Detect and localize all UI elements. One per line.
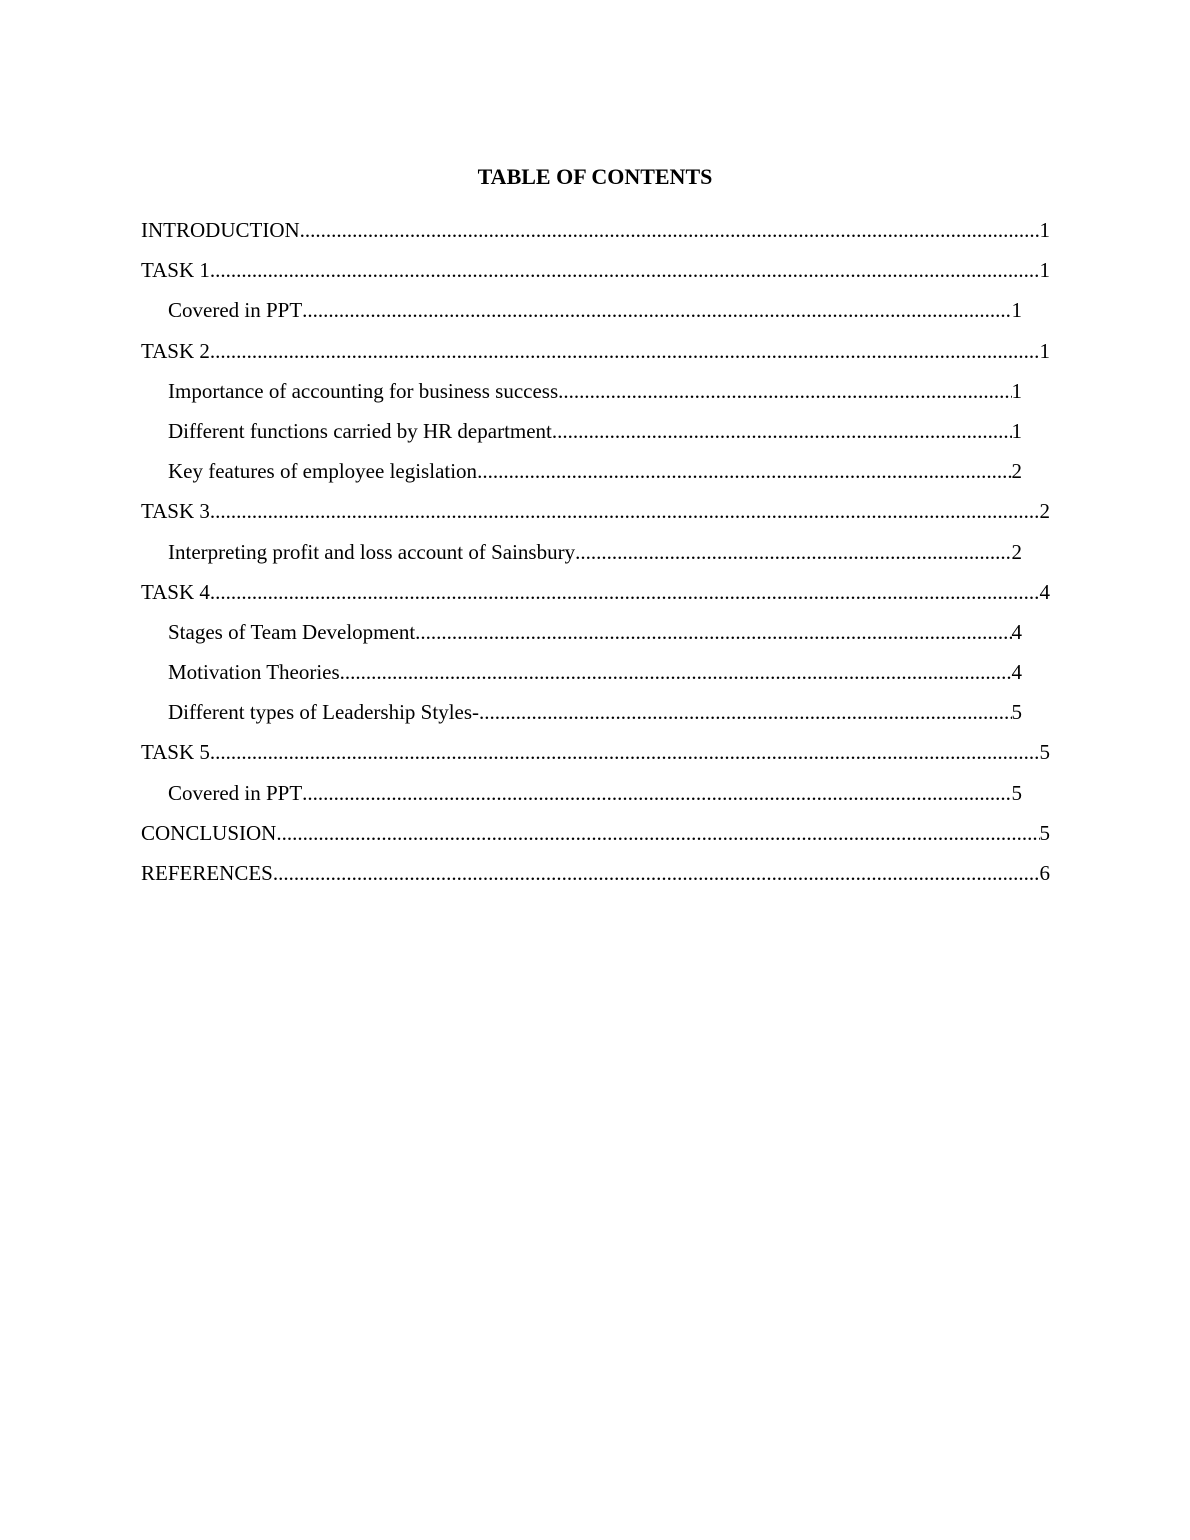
toc-entry[interactable]	[168, 377, 1022, 417]
toc-dot-leader	[479, 698, 1011, 726]
toc-entry-page-number: 1	[1011, 378, 1022, 403]
toc-entry[interactable]	[141, 256, 1050, 296]
toc-dot-leader	[300, 216, 1040, 244]
toc-entry-page-number: 2	[1039, 499, 1050, 524]
toc-entry-label: TASK 1	[141, 258, 210, 283]
toc-entry-page-number: 5	[1011, 780, 1022, 805]
toc-entry[interactable]	[168, 417, 1022, 457]
toc-entry[interactable]	[168, 618, 1022, 658]
toc-dot-leader	[273, 859, 1040, 887]
toc-entry-page-number: 1	[1039, 258, 1050, 283]
toc-entry-page-number: 2	[1011, 459, 1022, 484]
toc-entry-label: TASK 5	[141, 740, 210, 765]
toc-dot-leader	[558, 377, 1011, 405]
toc-entry-label: Covered in PPT	[168, 298, 303, 323]
toc-entry[interactable]	[141, 738, 1050, 778]
toc-entry-page-number: 1	[1011, 418, 1022, 443]
toc-entry[interactable]	[168, 296, 1022, 336]
toc-dot-leader	[210, 497, 1040, 525]
toc-entry-page-number: 1	[1011, 298, 1022, 323]
toc-dot-leader	[276, 819, 1039, 847]
toc-dot-leader	[210, 256, 1040, 284]
toc-dot-leader	[302, 779, 1011, 807]
toc-title: TABLE OF CONTENTS	[477, 164, 713, 189]
toc-entry-label: Interpreting profit and loss account of Sainsbury	[168, 539, 576, 564]
toc-entry-page-number: 2	[1011, 539, 1022, 564]
toc-entry-page-number: 6	[1039, 861, 1050, 885]
toc-dot-leader	[415, 618, 1011, 646]
toc-entry[interactable]	[141, 337, 1050, 377]
toc-entry[interactable]	[168, 779, 1022, 819]
toc-dot-leader	[552, 417, 1012, 445]
toc-entry-label: Different types of Leadership Styles-	[168, 700, 480, 725]
toc-entry[interactable]	[141, 216, 1050, 256]
toc-entry[interactable]	[141, 859, 1050, 899]
toc-dot-leader	[210, 337, 1040, 365]
toc-list	[141, 216, 1050, 899]
toc-entry-page-number: 4	[1011, 660, 1022, 685]
toc-entry-page-number: 5	[1039, 820, 1050, 845]
toc-entry-label: Different functions carried by HR department	[168, 418, 552, 443]
toc-entry-label: TASK 3	[141, 499, 210, 524]
toc-entry-label: REFERENCES	[141, 861, 273, 885]
toc-entry[interactable]	[168, 538, 1022, 578]
toc-entry[interactable]	[168, 457, 1022, 497]
toc-entry-page-number: 1	[1039, 338, 1050, 363]
toc-entry-page-number: 5	[1039, 740, 1050, 765]
toc-entry-page-number: 4	[1011, 619, 1022, 644]
toc-dot-leader	[575, 538, 1011, 566]
toc-entry[interactable]	[141, 819, 1050, 859]
toc-entry-page-number: 1	[1039, 218, 1050, 242]
toc-entry[interactable]	[168, 698, 1022, 738]
toc-entry-page-number: 4	[1039, 579, 1050, 604]
toc-entry-label: CONCLUSION	[141, 820, 277, 845]
toc-entry-label: Motivation Theories	[168, 660, 340, 685]
toc-entry-label: Stages of Team Development	[168, 619, 416, 644]
toc-dot-leader	[340, 658, 1012, 686]
toc-dot-leader	[302, 296, 1011, 324]
toc-entry-label: Importance of accounting for business success	[168, 378, 559, 403]
toc-entry[interactable]	[168, 658, 1022, 698]
toc-entry[interactable]	[141, 578, 1050, 618]
toc-entry-page-number: 5	[1011, 700, 1022, 725]
toc-entry-label: Key features of employee legislation	[168, 459, 478, 484]
toc-entry[interactable]	[141, 497, 1050, 537]
toc-entry-label: Covered in PPT	[168, 780, 303, 805]
toc-dot-leader	[210, 738, 1040, 766]
toc-entry-label: INTRODUCTION	[141, 218, 300, 242]
toc-dot-leader	[210, 578, 1040, 606]
toc-entry-label: TASK 4	[141, 579, 210, 604]
toc-dot-leader	[477, 457, 1011, 485]
toc-entry-label: TASK 2	[141, 338, 210, 363]
